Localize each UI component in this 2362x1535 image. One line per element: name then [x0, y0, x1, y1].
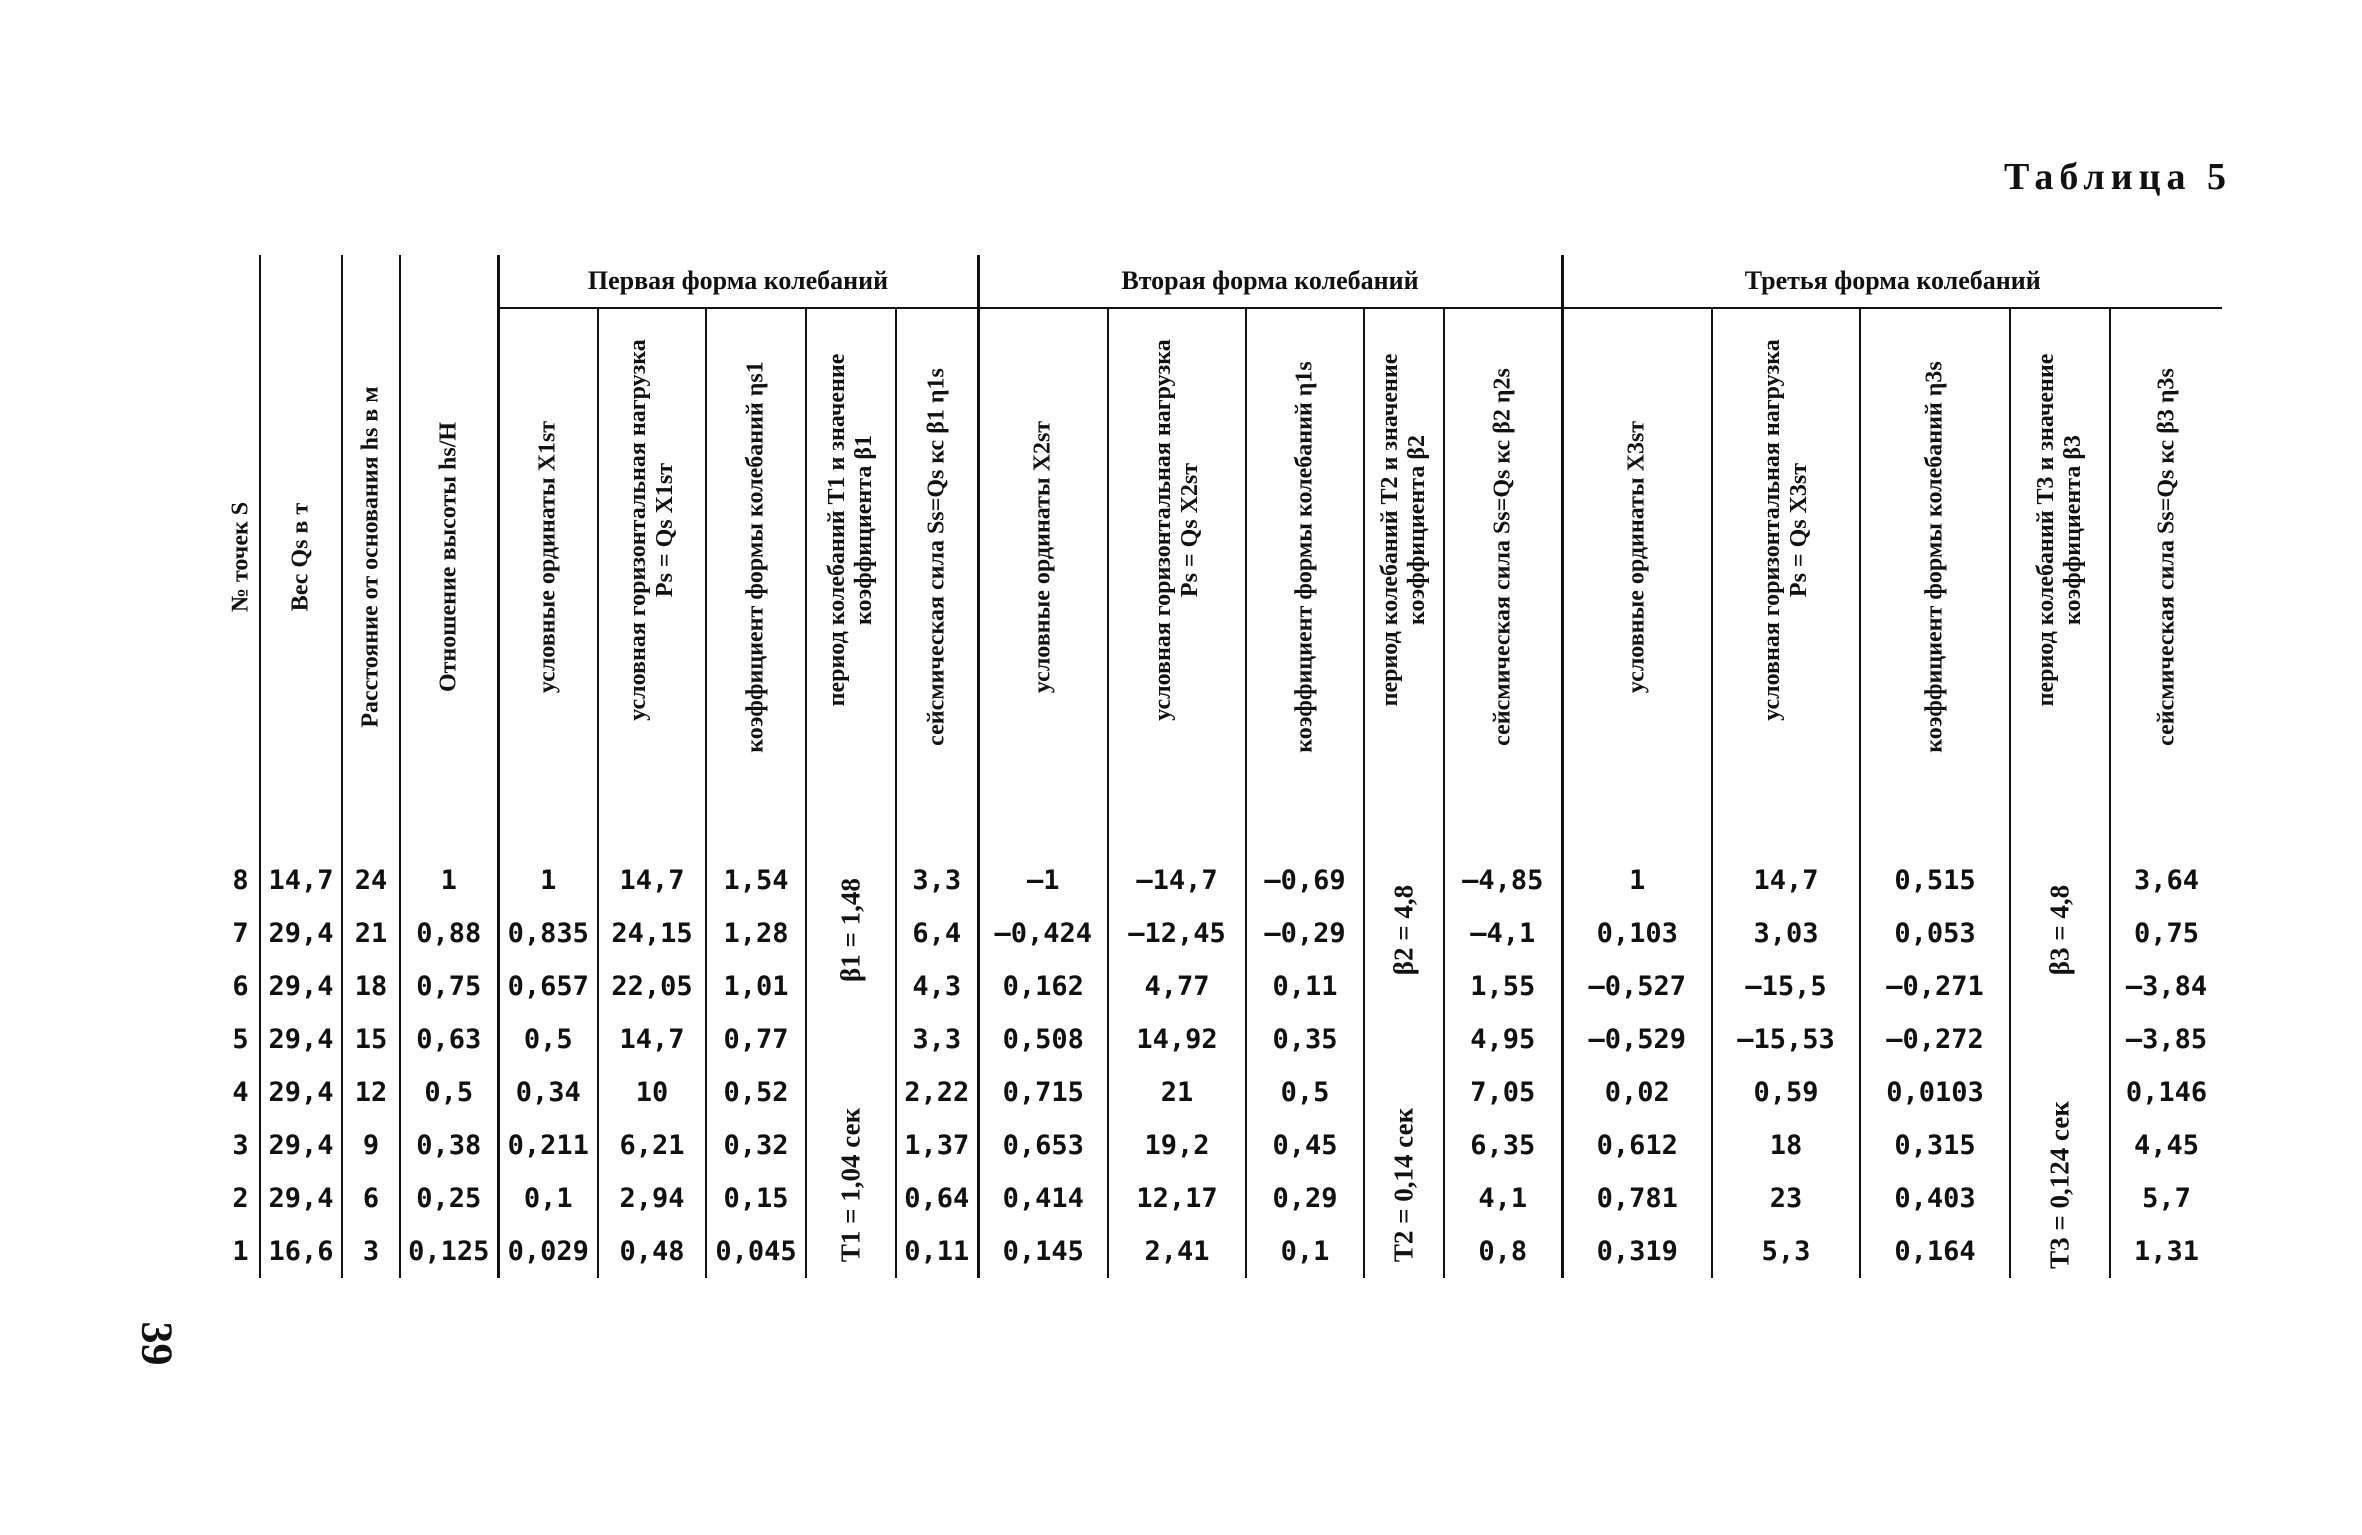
- cell-s: 5: [232, 1024, 249, 1055]
- cell-e2: 0,45: [1246, 1119, 1364, 1172]
- cell-e3: —0,271: [1860, 960, 2010, 1013]
- cell-f1: 6,4: [896, 907, 978, 960]
- col-header-coef2: коэффициент формы колебаний η1s: [1246, 308, 1364, 854]
- table-body: [222, 854, 2222, 1278]
- cell-p1: 22,05: [598, 960, 706, 1013]
- beta-label-1: β1 = 1,48: [835, 878, 866, 983]
- col-header-weight: Вес Qs в т: [260, 255, 342, 854]
- cell-s: 2: [232, 1183, 249, 1214]
- cell-e2: 0,29: [1246, 1172, 1364, 1225]
- cell-x2: 0,145: [978, 1225, 1108, 1278]
- col-header-coef3: коэффициент формы колебаний η3s: [1860, 308, 2010, 854]
- cell-e2: 0,1: [1246, 1225, 1364, 1278]
- cell-f1: 3,3: [896, 1013, 978, 1066]
- table-row: [222, 1066, 2222, 1119]
- cell-h: 12: [342, 1066, 400, 1119]
- cell-h: 18: [342, 960, 400, 1013]
- cell-x2: 0,414: [978, 1172, 1108, 1225]
- cell-f2: 1,55: [1444, 960, 1562, 1013]
- cell-x3: 1: [1562, 854, 1712, 907]
- cell-p1: 14,7: [598, 1013, 706, 1066]
- cell-s: 6: [232, 971, 249, 1002]
- cell-x1: 0,5: [498, 1013, 598, 1066]
- cell-q: 29,4: [260, 960, 342, 1013]
- cell-x1: 1: [498, 854, 598, 907]
- data-table: [222, 255, 2222, 1278]
- cell-f1: 2,22: [896, 1066, 978, 1119]
- cell-p1: 6,21: [598, 1119, 706, 1172]
- col-header-point: № точек S: [227, 501, 253, 613]
- cell-x2: 0,653: [978, 1119, 1108, 1172]
- cell-f2: 6,35: [1444, 1119, 1562, 1172]
- cell-p2: 12,17: [1108, 1172, 1246, 1225]
- cell-f3: —3,84: [2110, 960, 2222, 1013]
- cell-x3: —0,529: [1562, 1013, 1712, 1066]
- cell-f3: 1,31: [2110, 1225, 2222, 1278]
- cell-p2: 14,92: [1108, 1013, 1246, 1066]
- cell-e2: —0,29: [1246, 907, 1364, 960]
- group-header-first: Первая форма колебаний: [498, 255, 978, 308]
- cell-x2: —0,424: [978, 907, 1108, 960]
- period-label-2: T2 = 0,14 сек: [1388, 1107, 1419, 1262]
- cell-q: 16,6: [260, 1225, 342, 1278]
- table-row: [222, 854, 2222, 907]
- cell-x1: 0,34: [498, 1066, 598, 1119]
- cell-e3: 0,053: [1860, 907, 2010, 960]
- col-header-period3: период колебаний T3 и значение коэффициента β3: [2010, 308, 2110, 854]
- cell-r: 0,38: [400, 1119, 498, 1172]
- period-label-3: T3 = 0,124 сек: [2044, 1100, 2075, 1269]
- cell-p1: 2,94: [598, 1172, 706, 1225]
- cell-p3: 0,59: [1712, 1066, 1860, 1119]
- cell-e1: 0,32: [706, 1119, 806, 1172]
- table-row: [222, 1172, 2222, 1225]
- cell-e2: 0,5: [1246, 1066, 1364, 1119]
- cell-x1: 0,211: [498, 1119, 598, 1172]
- col-header-force1: сейсмическая сила Ss=Qs кс β1 η1s: [896, 308, 978, 854]
- page-number: 39: [132, 1321, 182, 1366]
- cell-e1: 0,77: [706, 1013, 806, 1066]
- cell-r: 0,88: [400, 907, 498, 960]
- col-header-force2: сейсмическая сила Ss=Qs кс β2 η2s: [1444, 308, 1562, 854]
- cell-f1: 0,64: [896, 1172, 978, 1225]
- beta-label-2: β2 = 4,8: [1388, 885, 1419, 976]
- cell-e3: 0,515: [1860, 854, 2010, 907]
- period-cell-1: [806, 854, 896, 1278]
- table-row: [222, 907, 2222, 960]
- cell-e2: 0,35: [1246, 1013, 1364, 1066]
- cell-f2: 7,05: [1444, 1066, 1562, 1119]
- cell-x2: 0,162: [978, 960, 1108, 1013]
- cell-f3: 5,7: [2110, 1172, 2222, 1225]
- group-header-third: Третья форма колебаний: [1562, 255, 2222, 308]
- cell-x3: 0,781: [1562, 1172, 1712, 1225]
- cell-f3: 0,146: [2110, 1066, 2222, 1119]
- cell-p2: 4,77: [1108, 960, 1246, 1013]
- cell-r: 0,75: [400, 960, 498, 1013]
- col-header-load3: условная горизонтальная нагрузка Ps = Qs X3sт: [1712, 308, 1860, 854]
- col-header-ord1: условные ординаты X1sт: [498, 308, 598, 854]
- cell-x2: 0,508: [978, 1013, 1108, 1066]
- cell-p1: 10: [598, 1066, 706, 1119]
- cell-x1: 0,1: [498, 1172, 598, 1225]
- cell-s: 4: [232, 1077, 249, 1108]
- cell-s: 1: [232, 1236, 249, 1267]
- table-row: [222, 1013, 2222, 1066]
- cell-q: 29,4: [260, 907, 342, 960]
- cell-p1: 0,48: [598, 1225, 706, 1278]
- cell-x3: 0,02: [1562, 1066, 1712, 1119]
- cell-e2: 0,11: [1246, 960, 1364, 1013]
- cell-f2: 4,1: [1444, 1172, 1562, 1225]
- group-header-second: Вторая форма колебаний: [978, 255, 1562, 308]
- cell-p3: —15,5: [1712, 960, 1860, 1013]
- cell-e3: 0,0103: [1860, 1066, 2010, 1119]
- cell-s: 3: [232, 1130, 249, 1161]
- cell-x3: 0,103: [1562, 907, 1712, 960]
- cell-r: 0,125: [400, 1225, 498, 1278]
- table-row: [222, 1225, 2222, 1278]
- col-header-period1: период колебаний T1 и значение коэффициента β1: [806, 308, 896, 854]
- cell-x3: 0,612: [1562, 1119, 1712, 1172]
- cell-p3: 18: [1712, 1119, 1860, 1172]
- period-label-1: T1 = 1,04 сек: [835, 1107, 866, 1262]
- cell-q: 29,4: [260, 1172, 342, 1225]
- col-header-ord2: условные ординаты X2sт: [978, 308, 1108, 854]
- cell-p2: 2,41: [1108, 1225, 1246, 1278]
- cell-x3: —0,527: [1562, 960, 1712, 1013]
- table-title: Таблица 5: [2003, 156, 2232, 198]
- beta-label-3: β3 = 4,8: [2044, 885, 2075, 976]
- cell-f2: —4,1: [1444, 907, 1562, 960]
- cell-e3: 0,315: [1860, 1119, 2010, 1172]
- cell-f1: 1,37: [896, 1119, 978, 1172]
- cell-f2: 0,8: [1444, 1225, 1562, 1278]
- cell-f1: 3,3: [896, 854, 978, 907]
- cell-q: 29,4: [260, 1013, 342, 1066]
- cell-e1: 0,045: [706, 1225, 806, 1278]
- cell-x1: 0,029: [498, 1225, 598, 1278]
- cell-f3: 3,64: [2110, 854, 2222, 907]
- cell-e3: —0,272: [1860, 1013, 2010, 1066]
- cell-f1: 4,3: [896, 960, 978, 1013]
- cell-p1: 24,15: [598, 907, 706, 960]
- table-row: [222, 1119, 2222, 1172]
- cell-e2: —0,69: [1246, 854, 1364, 907]
- cell-h: 21: [342, 907, 400, 960]
- cell-f1: 0,11: [896, 1225, 978, 1278]
- cell-e1: 1,28: [706, 907, 806, 960]
- cell-x3: 0,319: [1562, 1225, 1712, 1278]
- cell-p2: —12,45: [1108, 907, 1246, 960]
- cell-h: 15: [342, 1013, 400, 1066]
- cell-p2: 19,2: [1108, 1119, 1246, 1172]
- cell-r: 0,63: [400, 1013, 498, 1066]
- cell-x2: —1: [978, 854, 1108, 907]
- col-header-load1: условная горизонтальная нагрузка Ps = Qs X1sт: [598, 308, 706, 854]
- cell-e1: 0,52: [706, 1066, 806, 1119]
- cell-q: 29,4: [260, 1119, 342, 1172]
- cell-r: 0,25: [400, 1172, 498, 1225]
- cell-p3: 5,3: [1712, 1225, 1860, 1278]
- cell-x1: 0,657: [498, 960, 598, 1013]
- cell-p1: 14,7: [598, 854, 706, 907]
- cell-f2: —4,85: [1444, 854, 1562, 907]
- table-row: [222, 960, 2222, 1013]
- cell-q: 29,4: [260, 1066, 342, 1119]
- cell-p2: 21: [1108, 1066, 1246, 1119]
- cell-h: 3: [342, 1225, 400, 1278]
- col-header-distance: Расстояние от основания hs в м: [342, 255, 400, 854]
- col-header-ord3: условные ординаты X3sт: [1562, 308, 1712, 854]
- cell-x2: 0,715: [978, 1066, 1108, 1119]
- cell-e1: 0,15: [706, 1172, 806, 1225]
- cell-p2: —14,7: [1108, 854, 1246, 907]
- cell-e1: 1,01: [706, 960, 806, 1013]
- cell-q: 14,7: [260, 854, 342, 907]
- period-cell-3: [2010, 854, 2110, 1278]
- cell-p3: 23: [1712, 1172, 1860, 1225]
- cell-f3: 4,45: [2110, 1119, 2222, 1172]
- cell-r: 0,5: [400, 1066, 498, 1119]
- cell-f3: —3,85: [2110, 1013, 2222, 1066]
- cell-h: 6: [342, 1172, 400, 1225]
- period-cell-2: [1364, 854, 1444, 1278]
- cell-s: 8: [232, 865, 249, 896]
- cell-e3: 0,403: [1860, 1172, 2010, 1225]
- cell-p3: —15,53: [1712, 1013, 1860, 1066]
- cell-p3: 14,7: [1712, 854, 1860, 907]
- col-header-coef1: коэффициент формы колебаний ηs1: [706, 308, 806, 854]
- cell-s: 7: [232, 918, 249, 949]
- cell-r: 1: [400, 854, 498, 907]
- cell-f2: 4,95: [1444, 1013, 1562, 1066]
- cell-e3: 0,164: [1860, 1225, 2010, 1278]
- cell-x1: 0,835: [498, 907, 598, 960]
- cell-h: 24: [342, 854, 400, 907]
- col-header-load2: условная горизонтальная нагрузка Ps = Qs X2sт: [1108, 308, 1246, 854]
- cell-h: 9: [342, 1119, 400, 1172]
- cell-f3: 0,75: [2110, 907, 2222, 960]
- cell-p3: 3,03: [1712, 907, 1860, 960]
- cell-e1: 1,54: [706, 854, 806, 907]
- col-header-period2: период колебаний T2 и значение коэффициента β2: [1364, 308, 1444, 854]
- col-header-ratio: Отношение высоты hs/H: [400, 255, 498, 854]
- col-header-force3: сейсмическая сила Ss=Qs кс β3 η3s: [2110, 308, 2222, 854]
